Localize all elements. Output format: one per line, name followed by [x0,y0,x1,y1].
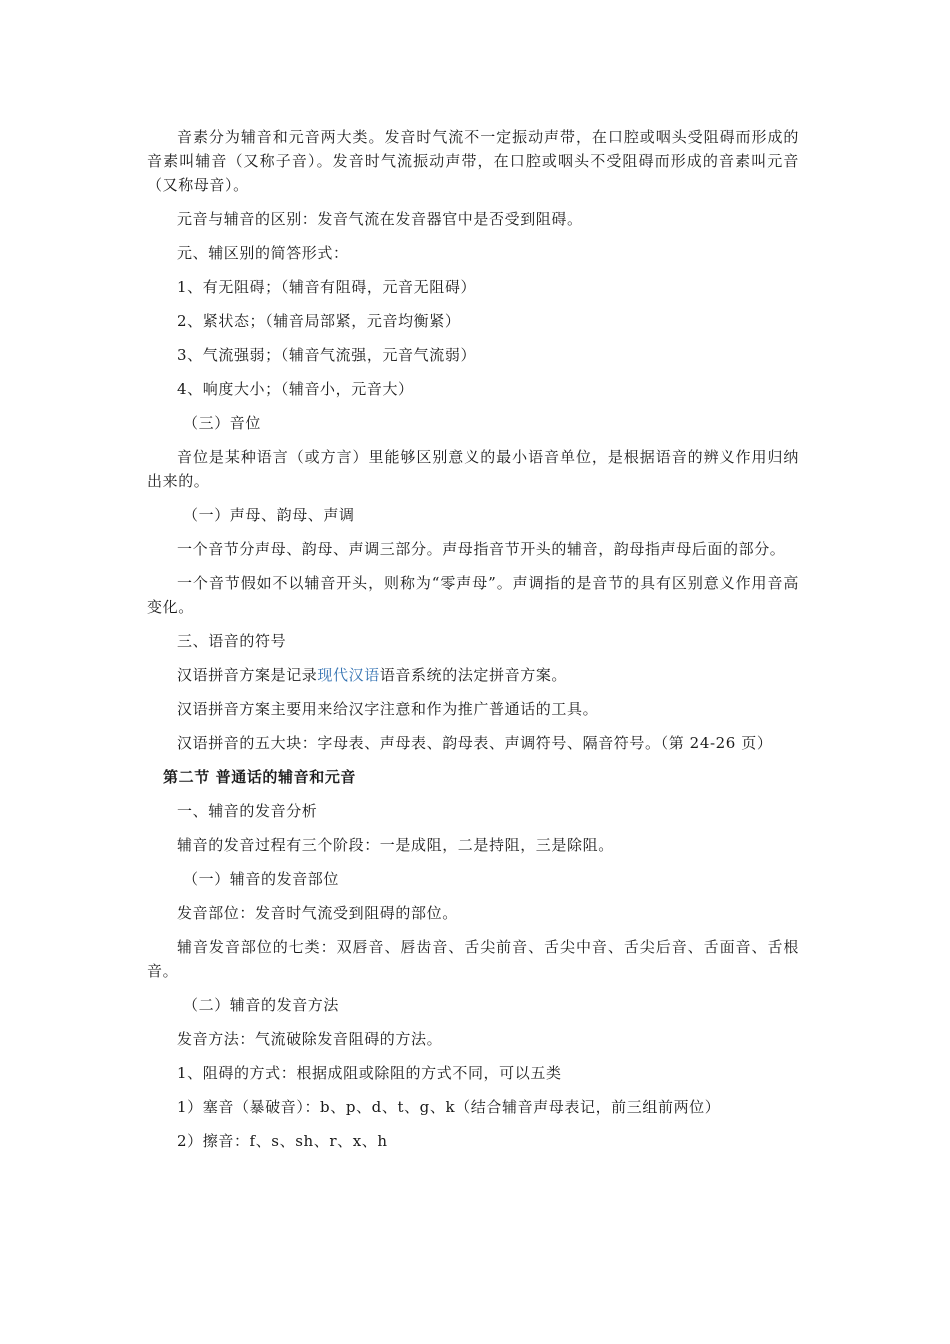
list-item-fricatives: 2）擦音：f、s、sh、r、x、h [177,1132,388,1150]
pinyin-scheme-before: 汉语拼音方案是记录 [177,666,318,684]
paragraph-seven-places: 辅音发音部位的七类：双唇音、唇齿音、舌尖前音、舌尖中音、舌尖后音、舌面音、舌根音。 [147,938,799,980]
paragraph-short-answer-intro: 元、辅区别的简答形式： [177,244,349,262]
list-item-airflow: 3、气流强弱；（辅音气流强，元音气流弱） [177,346,477,364]
subheading-manner-of-articulation: （二）辅音的发音方法 [183,996,340,1014]
paragraph-phoneme-definition: 音位是某种语言（或方言）里能够区别意义的最小语音单位，是根据语音的辨义作用归纳出来的。 [147,448,799,490]
modern-chinese-link[interactable]: 现代汉语 [317,666,380,684]
section-heading: 第二节 普通话的辅音和元音 [163,768,357,786]
subheading-initials-finals-tones: （一）声母、韵母、声调 [183,506,355,524]
subheading-place-of-articulation: （一）辅音的发音部位 [183,870,340,888]
paragraph-three-stages: 辅音的发音过程有三个阶段：一是成阻，二是持阻，三是除阻。 [177,836,614,854]
list-item-obstruction: 1、有无阻碍；（辅音有阻碍，元音无阻碍） [177,278,477,296]
paragraph-pinyin-scheme [147,663,799,687]
list-item-stops: 1）塞音（暴破音）：b、p、d、t、g、k（结合辅音声母表记，前三组前两位） [177,1098,721,1116]
paragraph-phoneme-classes: 音素分为辅音和元音两大类。发音时气流不一定振动声带，在口腔或咽头受阻碍而形成的音素叫辅音（又称子音）。发音时气流振动声带，在口腔或咽头不受阻碍而形成的音素叫元音（又称母音）。 [147,128,799,194]
list-item-loudness: 4、响度大小；（辅音小，元音大） [177,380,414,398]
subheading-phonetic-symbols: 三、语音的符号 [177,632,287,650]
paragraph-pinyin-five-parts: 汉语拼音的五大块：字母表、声母表、韵母表、声调符号、隔音符号。（第 24-26 页） [177,734,773,752]
document-page [147,125,799,1163]
paragraph-manner-definition: 发音方法：气流破除发音阻碍的方法。 [177,1030,443,1048]
paragraph-zero-initial: 一个音节假如不以辅音开头，则称为“零声母”。声调指的是音节的具有区别意义作用音高变化。 [147,574,799,616]
paragraph-obstruction-types: 1、阻碍的方式：根据成阻或除阻的方式不同，可以五类 [177,1064,562,1082]
paragraph-syllable-parts: 一个音节分声母、韵母、声调三部分。声母指音节开头的辅音，韵母指声母后面的部分。 [177,540,786,558]
paragraph-pinyin-purpose: 汉语拼音方案主要用来给汉字注意和作为推广普通话的工具。 [177,700,599,718]
subheading-consonant-analysis: 一、辅音的发音分析 [177,802,318,820]
subheading-phoneme: （三）音位 [183,414,262,432]
paragraph-place-definition: 发音部位：发音时气流受到阻碍的部位。 [177,904,458,922]
pinyin-scheme-after: 语音系统的法定拼音方案。 [379,666,568,684]
list-item-tension: 2、紧状态；（辅音局部紧，元音均衡紧） [177,312,461,330]
paragraph-vowel-consonant-difference: 元音与辅音的区别：发音气流在发音器官中是否受到阻碍。 [177,210,583,228]
